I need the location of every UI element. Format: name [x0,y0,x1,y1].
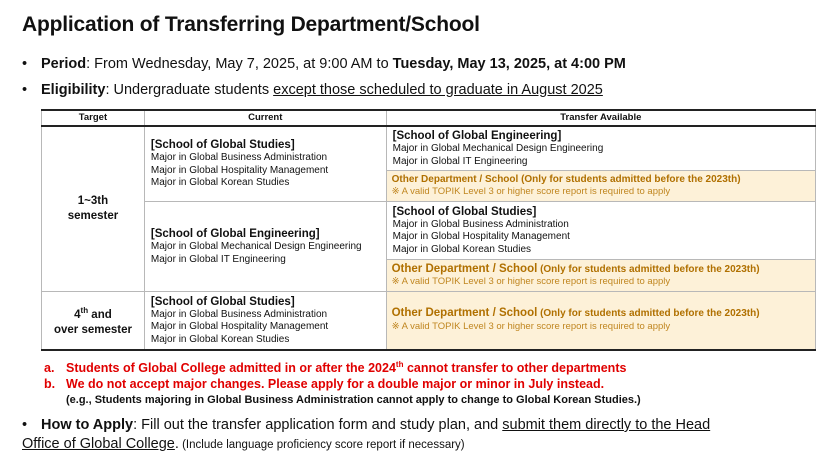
transfer-school-title: [School of Global Studies] [392,205,537,218]
other-title: Other Department / School [391,173,519,185]
how-to-apply [22,416,812,455]
target-suffix: th [80,305,89,315]
note-example: (e.g., Students majoring in Global Business Administration cannot apply to change to Global Korean Studies.) [66,394,641,407]
target-label-line2: over semester [53,323,132,336]
current-school-title: [School of Global Studies] [150,139,295,152]
other-title: Other Department / School [391,262,538,275]
major-item: Major in Global Korean Studies [150,177,290,189]
notes-block [44,357,641,408]
major-item: Major in Global Mechanical Design Engineering [150,241,362,252]
target-4th-semester [42,292,145,350]
current-school-title: [School of Global Engineering] [150,228,320,240]
other-condition: (Only for students admitted before the 2023th) [537,308,760,320]
transfer-global-studies [386,202,815,260]
transfer-other-department [386,292,815,350]
period-text: : From Wednesday, May 7, 2025, at 9:00 AM to [86,56,393,72]
eligibility-line [22,81,603,99]
table-row [42,292,816,350]
major-item: Major in Global Mechanical Design Engineering [392,143,604,154]
major-item: Major in Global Business Administration [150,152,328,164]
note-a-letter: a. [44,361,55,376]
header-transfer: Transfer Available [386,110,815,126]
header-target: Target [42,110,145,126]
major-item: Major in Global Korean Studies [150,333,290,345]
period-end: Tuesday, May 13, 2025, at 4:00 PM [392,56,626,72]
note-a [44,357,641,376]
table-header-row [42,110,816,126]
transfer-global-engineering [386,126,815,171]
major-item: Major in Global Hospitality Management [150,164,329,176]
major-item: Major in Global Business Administration [392,218,569,230]
other-title: Other Department / School [391,307,538,320]
note-a-sup: th [395,360,404,369]
target-and: and [88,308,112,321]
major-item: Major in Global Business Administration [150,308,328,320]
note-b-letter: b. [44,377,56,392]
period-line [22,55,626,73]
eligibility-text: : Undergraduate students [105,82,274,98]
transfer-school-title: [School of Global Engineering] [392,130,562,142]
major-item: Major in Global Hospitality Management [150,321,329,332]
period-label: Period [41,56,87,72]
note-a-text: Students of Global College admitted in or after the 2024 [66,361,396,376]
target-label-line2: semester [67,210,119,222]
target-label-line1 [42,303,144,323]
bullet-dot: • [22,417,28,433]
topik-note: ※ A valid TOPIK Level 3 or higher score report is required to apply [391,276,671,287]
target-number: 4 [74,308,81,321]
current-school-title: [School of Global Studies] [150,295,295,308]
how-submit: submit them directly to the Head [502,417,711,433]
table-row [42,202,816,260]
page-title: Application of Transferring Department/School [22,13,480,36]
table-row [42,126,816,171]
transfer-other-department [386,171,815,202]
note-a-rest: cannot transfer to other departments [403,361,627,376]
current-global-studies [144,292,386,350]
major-item: Major in Global Korean Studies [392,243,532,255]
how-period: . [174,436,179,452]
major-item: Major in Global IT Engineering [150,253,286,265]
how-office: Office of Global College [22,436,175,452]
how-text: : Fill out the transfer application form and study plan, and [133,417,503,433]
transfer-other-department [386,260,815,292]
target-label-line1: 1~3th [77,195,109,207]
other-condition: (Only for students admitted before the 2023th) [518,173,741,185]
target-1-3-semester [42,126,145,292]
transfer-table [41,109,816,351]
note-b [44,376,641,392]
note-b-text: We do not accept major changes. Please apply for a double major or minor in July instead. [66,377,605,392]
eligibility-label: Eligibility [41,82,106,98]
how-note: (Include language proficiency score report if necessary) [178,439,465,451]
bullet-dot: • [22,82,28,98]
other-condition: (Only for students admitted before the 2023th) [537,263,760,275]
major-item: Major in Global Hospitality Management [392,231,570,243]
header-current: Current [144,110,386,126]
how-label: How to Apply [41,417,134,433]
current-global-engineering [144,202,386,292]
bullet-dot: • [22,56,28,72]
topik-note: ※ A valid TOPIK Level 3 or higher score report is required to apply [391,320,671,332]
topik-note: ※ A valid TOPIK Level 3 or higher score report is required to apply [391,186,671,197]
eligibility-exception: except those scheduled to graduate in August 2025 [273,82,603,98]
major-item: Major in Global IT Engineering [392,155,528,167]
current-global-studies [144,126,386,202]
